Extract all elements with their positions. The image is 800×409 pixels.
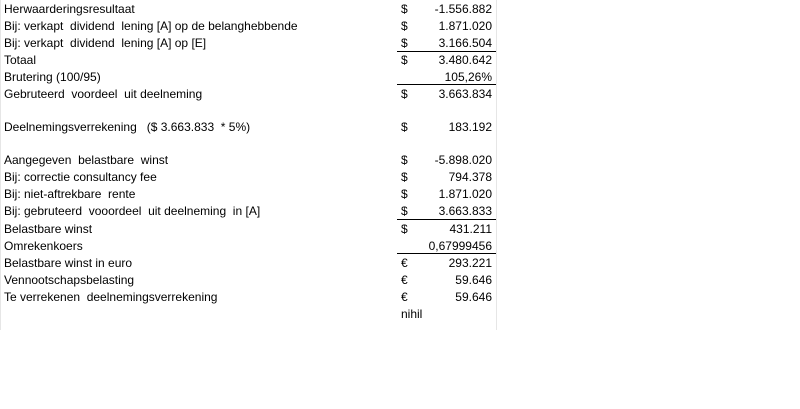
row-label: Herwaarderingsresultaat bbox=[4, 2, 135, 16]
row-label: Aangegeven belastbare winst bbox=[4, 153, 169, 167]
row-value: 1.871.020 bbox=[438, 19, 492, 33]
table-row[interactable] bbox=[0, 118, 500, 135]
table-row[interactable] bbox=[0, 102, 500, 119]
row-label: Bij: verkapt dividend lening [A] op de belanghebbende bbox=[4, 19, 298, 33]
row-value: 183.192 bbox=[448, 120, 492, 134]
row-value: 431.211 bbox=[449, 222, 492, 236]
row-label: Brutering (100/95) bbox=[4, 70, 101, 84]
table-row[interactable] bbox=[0, 135, 500, 152]
table-row[interactable] bbox=[0, 237, 500, 254]
row-label: Bij: gebruteerd vooordeel uit deelneming in [A] bbox=[4, 204, 261, 218]
row-value: 293.221 bbox=[448, 256, 492, 270]
row-value: -5.898.020 bbox=[434, 153, 492, 167]
table-row[interactable] bbox=[0, 17, 500, 34]
table-row[interactable] bbox=[0, 0, 500, 17]
currency-symbol: $ bbox=[401, 120, 408, 134]
row-value: 3.166.504 bbox=[438, 36, 492, 50]
currency-symbol: € bbox=[401, 256, 408, 270]
table-row[interactable] bbox=[0, 185, 500, 202]
row-value: 0,67999456 bbox=[428, 239, 492, 253]
table-row[interactable] bbox=[0, 254, 500, 271]
row-value: 59.646 bbox=[455, 273, 492, 287]
row-value: 59.646 bbox=[455, 290, 492, 304]
currency-symbol: $ bbox=[401, 222, 408, 236]
currency-symbol: $ bbox=[401, 187, 408, 201]
row-value: 3.480.642 bbox=[438, 53, 492, 67]
row-label: Bij: correctie consultancy fee bbox=[4, 170, 157, 184]
table-row[interactable] bbox=[0, 85, 500, 102]
table-row[interactable] bbox=[0, 305, 500, 322]
row-value: 3.663.833 bbox=[438, 204, 492, 218]
table-row[interactable] bbox=[0, 271, 500, 288]
row-label: Bij: verkapt dividend lening [A] op [E] bbox=[4, 36, 207, 50]
currency-symbol: $ bbox=[401, 53, 408, 67]
currency-symbol: € bbox=[401, 273, 408, 287]
row-label: Gebruteerd voordeel uit deelneming bbox=[4, 87, 203, 101]
row-label: Belastbare winst bbox=[4, 222, 93, 236]
table-row[interactable] bbox=[0, 34, 500, 51]
currency-symbol: $ bbox=[401, 153, 408, 167]
table-row[interactable] bbox=[0, 202, 500, 219]
table-row[interactable] bbox=[0, 288, 500, 305]
row-label: Vennootschapsbelasting bbox=[4, 273, 135, 287]
nihil-label: nihil bbox=[401, 307, 423, 321]
table-row[interactable] bbox=[0, 168, 500, 185]
currency-symbol: $ bbox=[401, 170, 408, 184]
table-row[interactable] bbox=[0, 220, 500, 237]
row-value: 1.871.020 bbox=[438, 187, 492, 201]
row-value: 3.663.834 bbox=[438, 87, 492, 101]
row-value: 794.378 bbox=[448, 170, 492, 184]
currency-symbol: $ bbox=[401, 87, 408, 101]
row-label: Omrekenkoers bbox=[4, 239, 83, 253]
currency-symbol: $ bbox=[401, 2, 408, 16]
table-row[interactable] bbox=[0, 68, 500, 85]
row-label: Deelnemingsverrekening ($ 3.663.833 * 5%) bbox=[4, 120, 251, 134]
row-label: Bij: niet-aftrekbare rente bbox=[4, 187, 136, 201]
row-label: Belastbare winst in euro bbox=[4, 256, 133, 270]
row-value: -1.556.882 bbox=[434, 2, 492, 16]
currency-symbol: $ bbox=[401, 19, 408, 33]
row-label: Totaal bbox=[4, 53, 37, 67]
currency-symbol: $ bbox=[401, 204, 408, 218]
table-row[interactable] bbox=[0, 51, 500, 68]
currency-symbol: $ bbox=[401, 36, 408, 50]
currency-symbol: € bbox=[401, 290, 408, 304]
table-row[interactable] bbox=[0, 151, 500, 168]
row-label: Te verrekenen deelnemingsverrekening bbox=[4, 290, 218, 304]
row-value: 105,26% bbox=[444, 70, 492, 84]
